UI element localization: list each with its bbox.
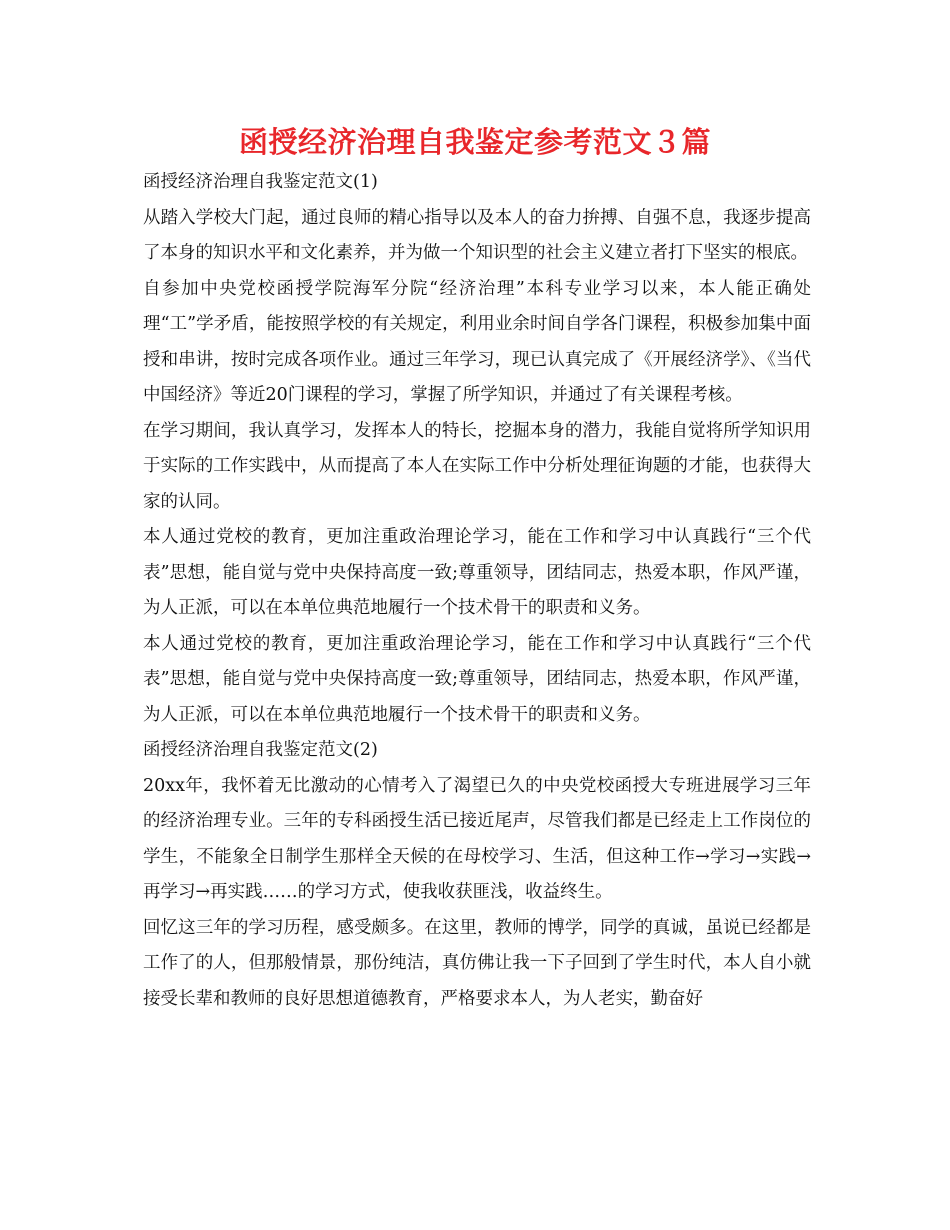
document-body bbox=[143, 165, 811, 1017]
section-heading-2: 函授经济治理自我鉴定范文(2) bbox=[143, 740, 378, 760]
paragraph: 在学习期间，我认真学习，发挥本人的特长，挖掘本身的潜力，我能自觉将所学知识用于实际的工作实践中，从而提高了本人在实际工作中分析处理征询题的才能，也获得大家的认同。 bbox=[143, 420, 811, 512]
section-heading-1: 函授经济治理自我鉴定范文(1) bbox=[143, 172, 378, 192]
paragraph: 20xx年，我怀着无比激动的心情考入了渴望已久的中央党校函授大专班进展学习三年的经济治理专业。三年的专科函授生活已接近尾声，尽管我们都是已经走上工作岗位的学生，不能象全日制学生那样全天候的在母校学习、生活，但这种工作→学习→实践→再学习→再实践……的学习方式，使我收获匪浅，收益终生。 bbox=[143, 775, 811, 902]
paragraph: 回忆这三年的学习历程，感受颇多。在这里，教师的博学，同学的真诚，虽说已经都是工作了的人，但那般情景，那份纯洁，真仿佛让我一下子回到了学生时代，本人自小就接受长辈和教师的良好思想道德教育，严格要求本人，为人老实，勤奋好 bbox=[143, 917, 811, 1009]
paragraph: 从踏入学校大门起，通过良师的精心指导以及本人的奋力拚搏、自强不息，我逐步提高了本身的知识水平和文化素养，并为做一个知识型的社会主义建立者打下坚实的根底。 bbox=[143, 207, 811, 263]
document-title: 函授经济治理自我鉴定参考范文３篇 bbox=[238, 125, 711, 159]
paragraph: 本人通过党校的教育，更加注重政治理论学习，能在工作和学习中认真践行“三个代表”思想，能自觉与党中央保持高度一致;尊重领导，团结同志，热爱本职，作风严谨，为人正派，可以在本单位典范地履行一个技术骨干的职责和义务。 bbox=[143, 633, 811, 725]
paragraph: 自参加中央党校函授学院海军分院“经济治理”本科专业学习以来，本人能正确处理“工”学矛盾，能按照学校的有关规定，利用业余时间自学各门课程，积极参加集中面授和串讲，按时完成各项作业。通过三年学习，现已认真完成了《开展经济学》、《当代中国经济》等近20门课程的学习，掌握了所学知识，并通过了有关课程考核。 bbox=[143, 278, 811, 405]
paragraph: 本人通过党校的教育，更加注重政治理论学习，能在工作和学习中认真践行“三个代表”思想，能自觉与党中央保持高度一致;尊重领导，团结同志，热爱本职，作风严谨，为人正派，可以在本单位典范地履行一个技术骨干的职责和义务。 bbox=[143, 527, 811, 618]
